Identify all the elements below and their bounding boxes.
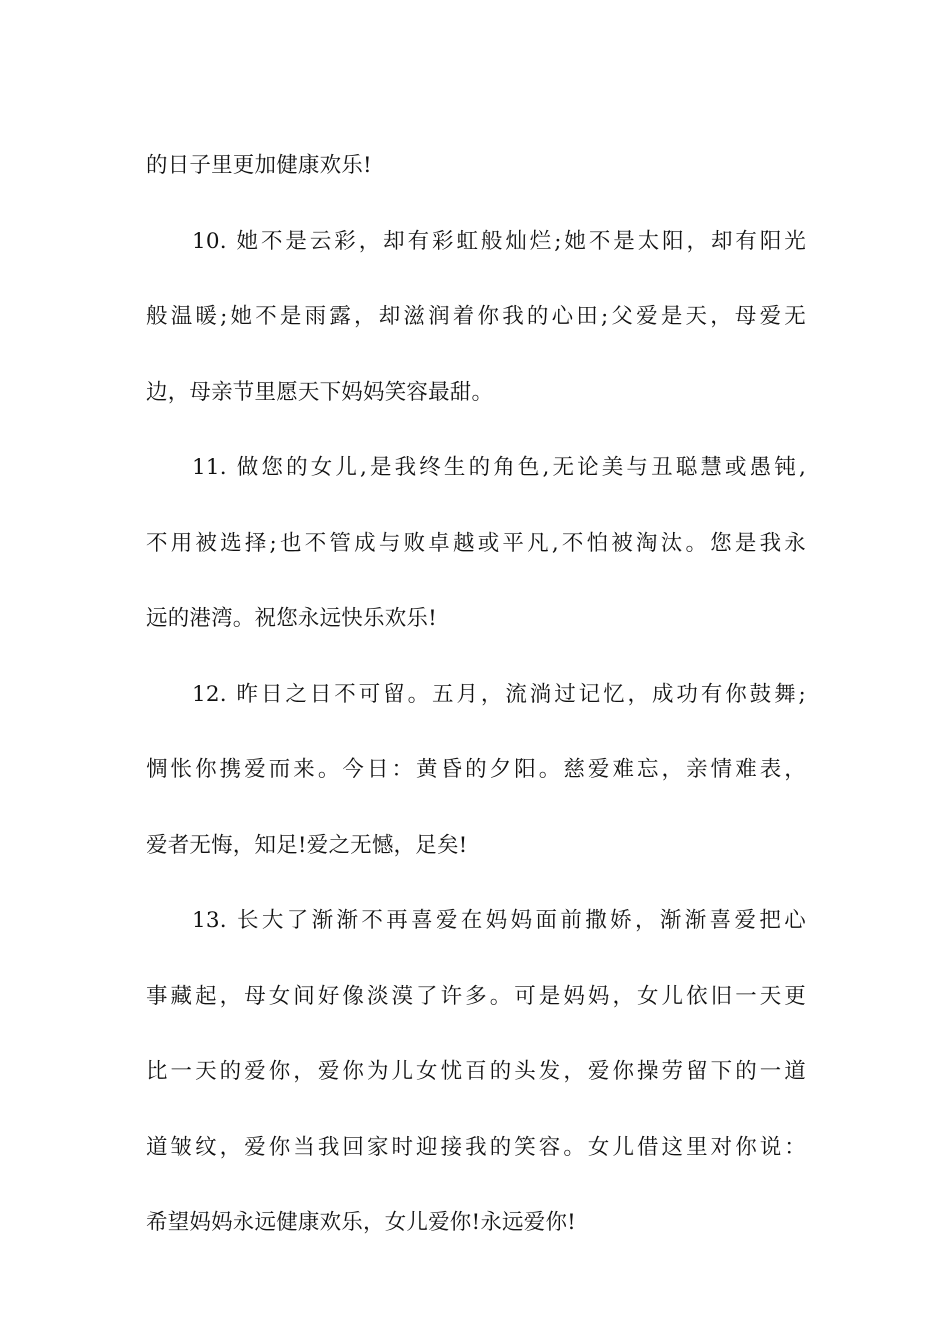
text-line: 远的港湾。祝您永远快乐欢乐!	[146, 606, 437, 631]
text-line: 12. 昨日之日不可留。五月，流淌过记忆，成功有你鼓舞;	[192, 681, 806, 707]
text-line: 10. 她不是云彩，却有彩虹般灿烂;她不是太阳，却有阳光	[192, 228, 806, 254]
text-line: 的日子里更加健康欢乐!	[146, 153, 372, 178]
text-line: 道皱纹，爱你当我回家时迎接我的笑容。女儿借这里对你说：	[146, 1134, 806, 1160]
text-line: 不用被选择;也不管成与败卓越或平凡,不怕被淘汰。您是我永	[146, 530, 806, 556]
text-line: 事藏起，母女间好像淡漠了许多。可是妈妈，女儿依旧一天更	[146, 983, 806, 1009]
text-line: 希望妈妈永远健康欢乐，女儿爱你!永远爱你!	[146, 1210, 576, 1235]
text-line: 13. 长大了渐渐不再喜爱在妈妈面前撒娇，渐渐喜爱把心	[192, 908, 806, 933]
text-line: 爱者无悔，知足!爱之无憾，足矣!	[146, 832, 468, 858]
body-text	[146, 128, 806, 1261]
text-line: 11. 做您的女儿,是我终生的角色,无论美与丑聪慧或愚钝,	[192, 455, 806, 480]
text-line: 比一天的爱你，爱你为儿女忧百的头发，爱你操劳留下的一道	[146, 1059, 806, 1084]
text-line: 般温暖;她不是雨露，却滋润着你我的心田;父爱是天，母爱无	[146, 304, 806, 329]
text-line: 惆怅你携爱而来。今日：黄昏的夕阳。慈爱难忘，亲情难表，	[146, 757, 806, 782]
text-line: 边，母亲节里愿天下妈妈笑容最甜。	[146, 379, 494, 405]
